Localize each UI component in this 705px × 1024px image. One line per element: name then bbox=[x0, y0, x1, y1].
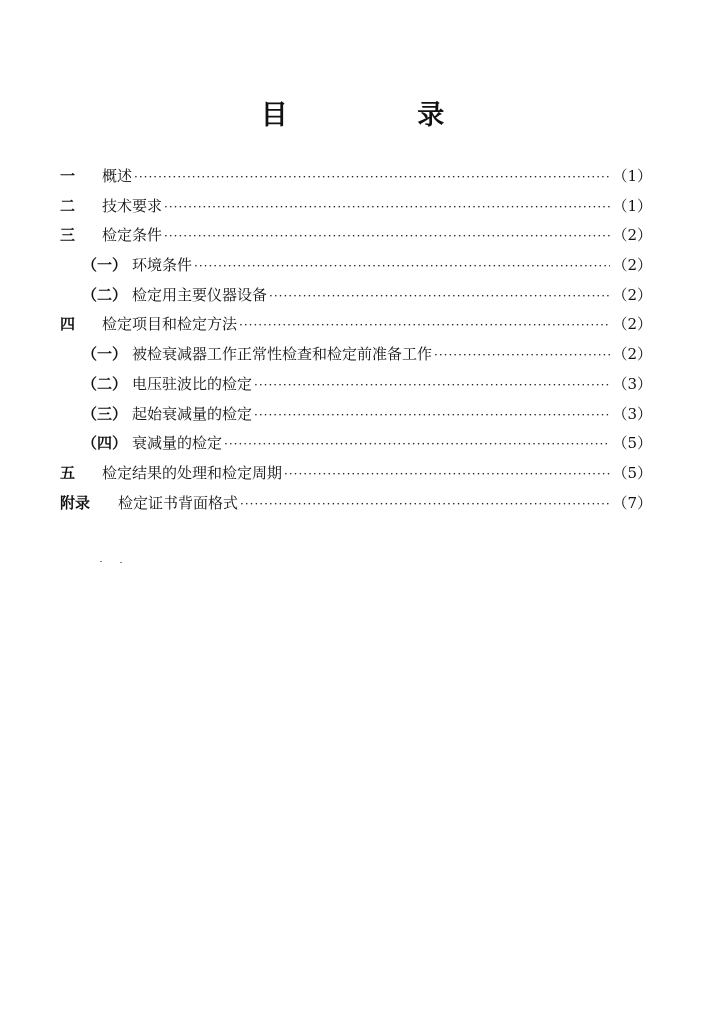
toc-number: 五 bbox=[60, 463, 76, 482]
toc-entry-4[interactable] bbox=[60, 310, 652, 340]
toc-title: 衰减量的检定 bbox=[132, 434, 223, 453]
toc-page-number: （2） bbox=[612, 315, 652, 334]
dot-leader bbox=[254, 401, 610, 431]
toc-entry-3-1[interactable] bbox=[60, 251, 652, 281]
toc-page-number: （3） bbox=[612, 374, 652, 393]
toc-page-number: （7） bbox=[612, 493, 652, 512]
toc-number: 四 bbox=[60, 315, 76, 334]
dot-leader bbox=[194, 252, 610, 282]
toc-entry-4-3[interactable] bbox=[60, 400, 652, 430]
toc-title: 检定结果的处理和检定周期 bbox=[102, 463, 283, 482]
toc-entry-2[interactable] bbox=[60, 192, 652, 222]
toc-number: 三 bbox=[60, 226, 76, 245]
toc-title: 概述 bbox=[102, 167, 133, 185]
toc-number: 一 bbox=[60, 167, 76, 185]
toc-page-number: （1） bbox=[612, 196, 652, 215]
toc-number: （二） bbox=[82, 285, 128, 304]
toc-number: （三） bbox=[82, 404, 128, 423]
toc-title: 技术要求 bbox=[102, 196, 163, 215]
toc-page-number: （2） bbox=[612, 256, 652, 275]
toc-page-number: （3） bbox=[612, 404, 652, 423]
toc-entry-1[interactable] bbox=[60, 162, 652, 192]
toc-number: （一） bbox=[82, 345, 128, 364]
dot-leader bbox=[224, 430, 610, 460]
scan-speck bbox=[100, 561, 102, 562]
dot-leader bbox=[239, 311, 610, 341]
dot-leader bbox=[434, 341, 610, 371]
dot-leader bbox=[164, 222, 610, 252]
toc-title: 起始衰减量的检定 bbox=[132, 404, 253, 423]
dot-leader bbox=[254, 371, 610, 401]
toc-number: （四） bbox=[82, 434, 128, 453]
toc-entry-3[interactable] bbox=[60, 221, 652, 251]
toc-number: 二 bbox=[60, 196, 76, 215]
toc-page-number: （5） bbox=[612, 434, 652, 453]
page-title: 目 录 bbox=[260, 100, 505, 131]
dot-leader bbox=[284, 460, 610, 490]
toc-page-number: （2） bbox=[612, 345, 652, 364]
dot-leader bbox=[269, 282, 610, 312]
toc-title: 电压驻波比的检定 bbox=[132, 374, 253, 393]
toc-title: 被检衰减器工作正常性检查和检定前准备工作 bbox=[132, 345, 433, 364]
toc-number: （二） bbox=[82, 374, 128, 393]
toc-page-number: （2） bbox=[612, 226, 652, 245]
dot-leader bbox=[164, 193, 610, 223]
toc-page-number: （5） bbox=[612, 463, 652, 482]
dot-leader bbox=[134, 163, 610, 193]
toc-title: 检定用主要仪器设备 bbox=[132, 285, 268, 304]
toc-entry-appendix[interactable] bbox=[60, 489, 652, 519]
toc-title: 检定证书背面格式 bbox=[118, 493, 239, 512]
table-of-contents bbox=[60, 162, 652, 518]
scan-speck bbox=[120, 562, 122, 563]
toc-page-number: （1） bbox=[612, 167, 652, 185]
toc-page-number: （2） bbox=[612, 285, 652, 304]
toc-title: 检定项目和检定方法 bbox=[102, 315, 238, 334]
toc-entry-4-1[interactable] bbox=[60, 340, 652, 370]
toc-entry-4-4[interactable] bbox=[60, 429, 652, 459]
toc-entry-4-2[interactable] bbox=[60, 370, 652, 400]
toc-title: 检定条件 bbox=[102, 226, 163, 245]
toc-number: （一） bbox=[82, 256, 128, 275]
toc-number: 附录 bbox=[60, 493, 91, 512]
dot-leader bbox=[240, 490, 610, 520]
toc-title: 环境条件 bbox=[132, 256, 193, 275]
toc-entry-3-2[interactable] bbox=[60, 281, 652, 311]
toc-entry-5[interactable] bbox=[60, 459, 652, 489]
